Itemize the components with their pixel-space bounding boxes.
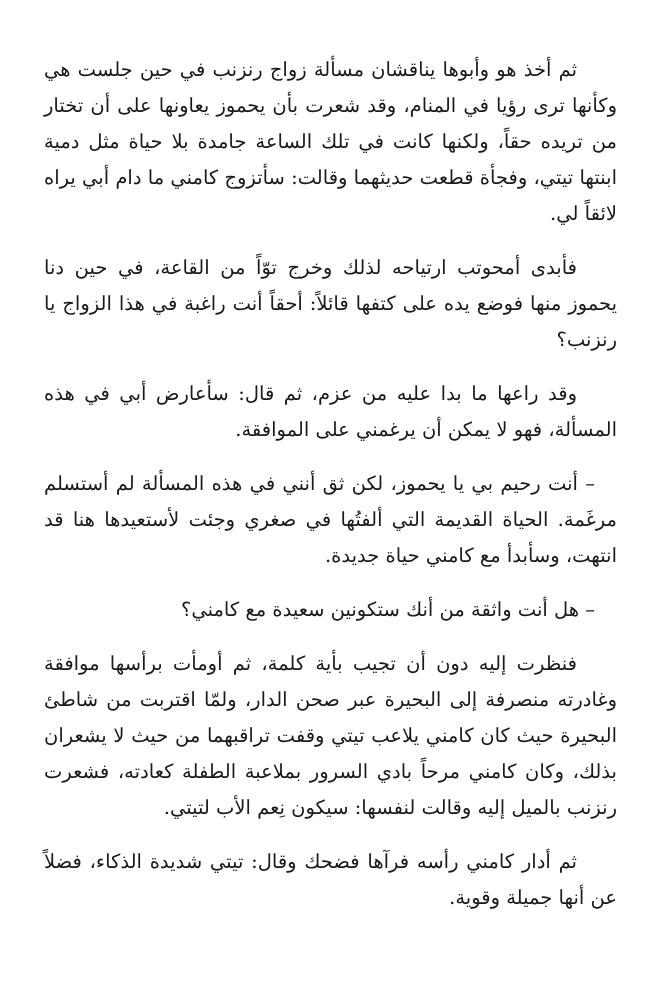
dialogue-paragraph-5: – هل أنت واثقة من أنك ستكونين سعيدة مع كامني؟ <box>180 598 595 621</box>
book-page <box>44 52 617 916</box>
paragraph-2: فأبدى أمحوتب ارتياحه لذلك وخرج توّاً من القاعة، في حين دنا يحموز منها فوضع يده على كتفها قائلاً: أحقاً أنت راغبة في هذا الزواج يا رنزنب؟ <box>44 256 617 351</box>
paragraph-6: فنظرت إليه دون أن تجيب بأية كلمة، ثم أومأت برأسها موافقة وغادرته منصرفة إلى البحيرة عبر صحن الدار، ولمّا اقتربت من شاطئ البحيرة حيث كان كامني يلاعب تيتي وقفت تراقبهما من حيث لا يشعران بذلك، وكان كامني مرحاً بادي السرور بملاعبة الطفلة كعادته، فشعرت رنزنب بالميل إليه وقالت لنفسها: سيكون نِعم الأب لتيتي. <box>44 652 617 819</box>
paragraph-1: ثم أخذ هو وأبوها يناقشان مسألة زواج رنزنب في حين جلست هي وكأنها ترى رؤيا في المنام، وقد شعرت بأن يحموز يعاونها على أن تختار من تريده حقاً، ولكنها كانت في تلك الساعة جامدة بلا حياة مثل دمية ابنتها تيتي، وفجأة قطعت حديثهما وقالت: سأتزوج كامني ما دام أبي يراه لائقاً لي. <box>44 58 617 225</box>
paragraph-7: ثم أدار كامني رأسه فرآها فضحك وقال: تيتي شديدة الذكاء، فضلاً عن أنها جميلة وقوية. <box>44 850 617 909</box>
dialogue-paragraph-4: – أنت رحيم بي يا يحموز، لكن ثق أنني في هذه المسألة لم أستسلم مرغَمة. الحياة القديمة التي ألفتُها في صغري وجئت لأستعيدها هنا قد انتهت، وسأبدأ مع كامني حياة جديدة. <box>44 472 617 567</box>
paragraph-3: وقد راعها ما بدا عليه من عزم، ثم قال: سأعارض أبي في هذه المسألة، فهو لا يمكن أن يرغمني على الموافقة. <box>44 382 617 441</box>
